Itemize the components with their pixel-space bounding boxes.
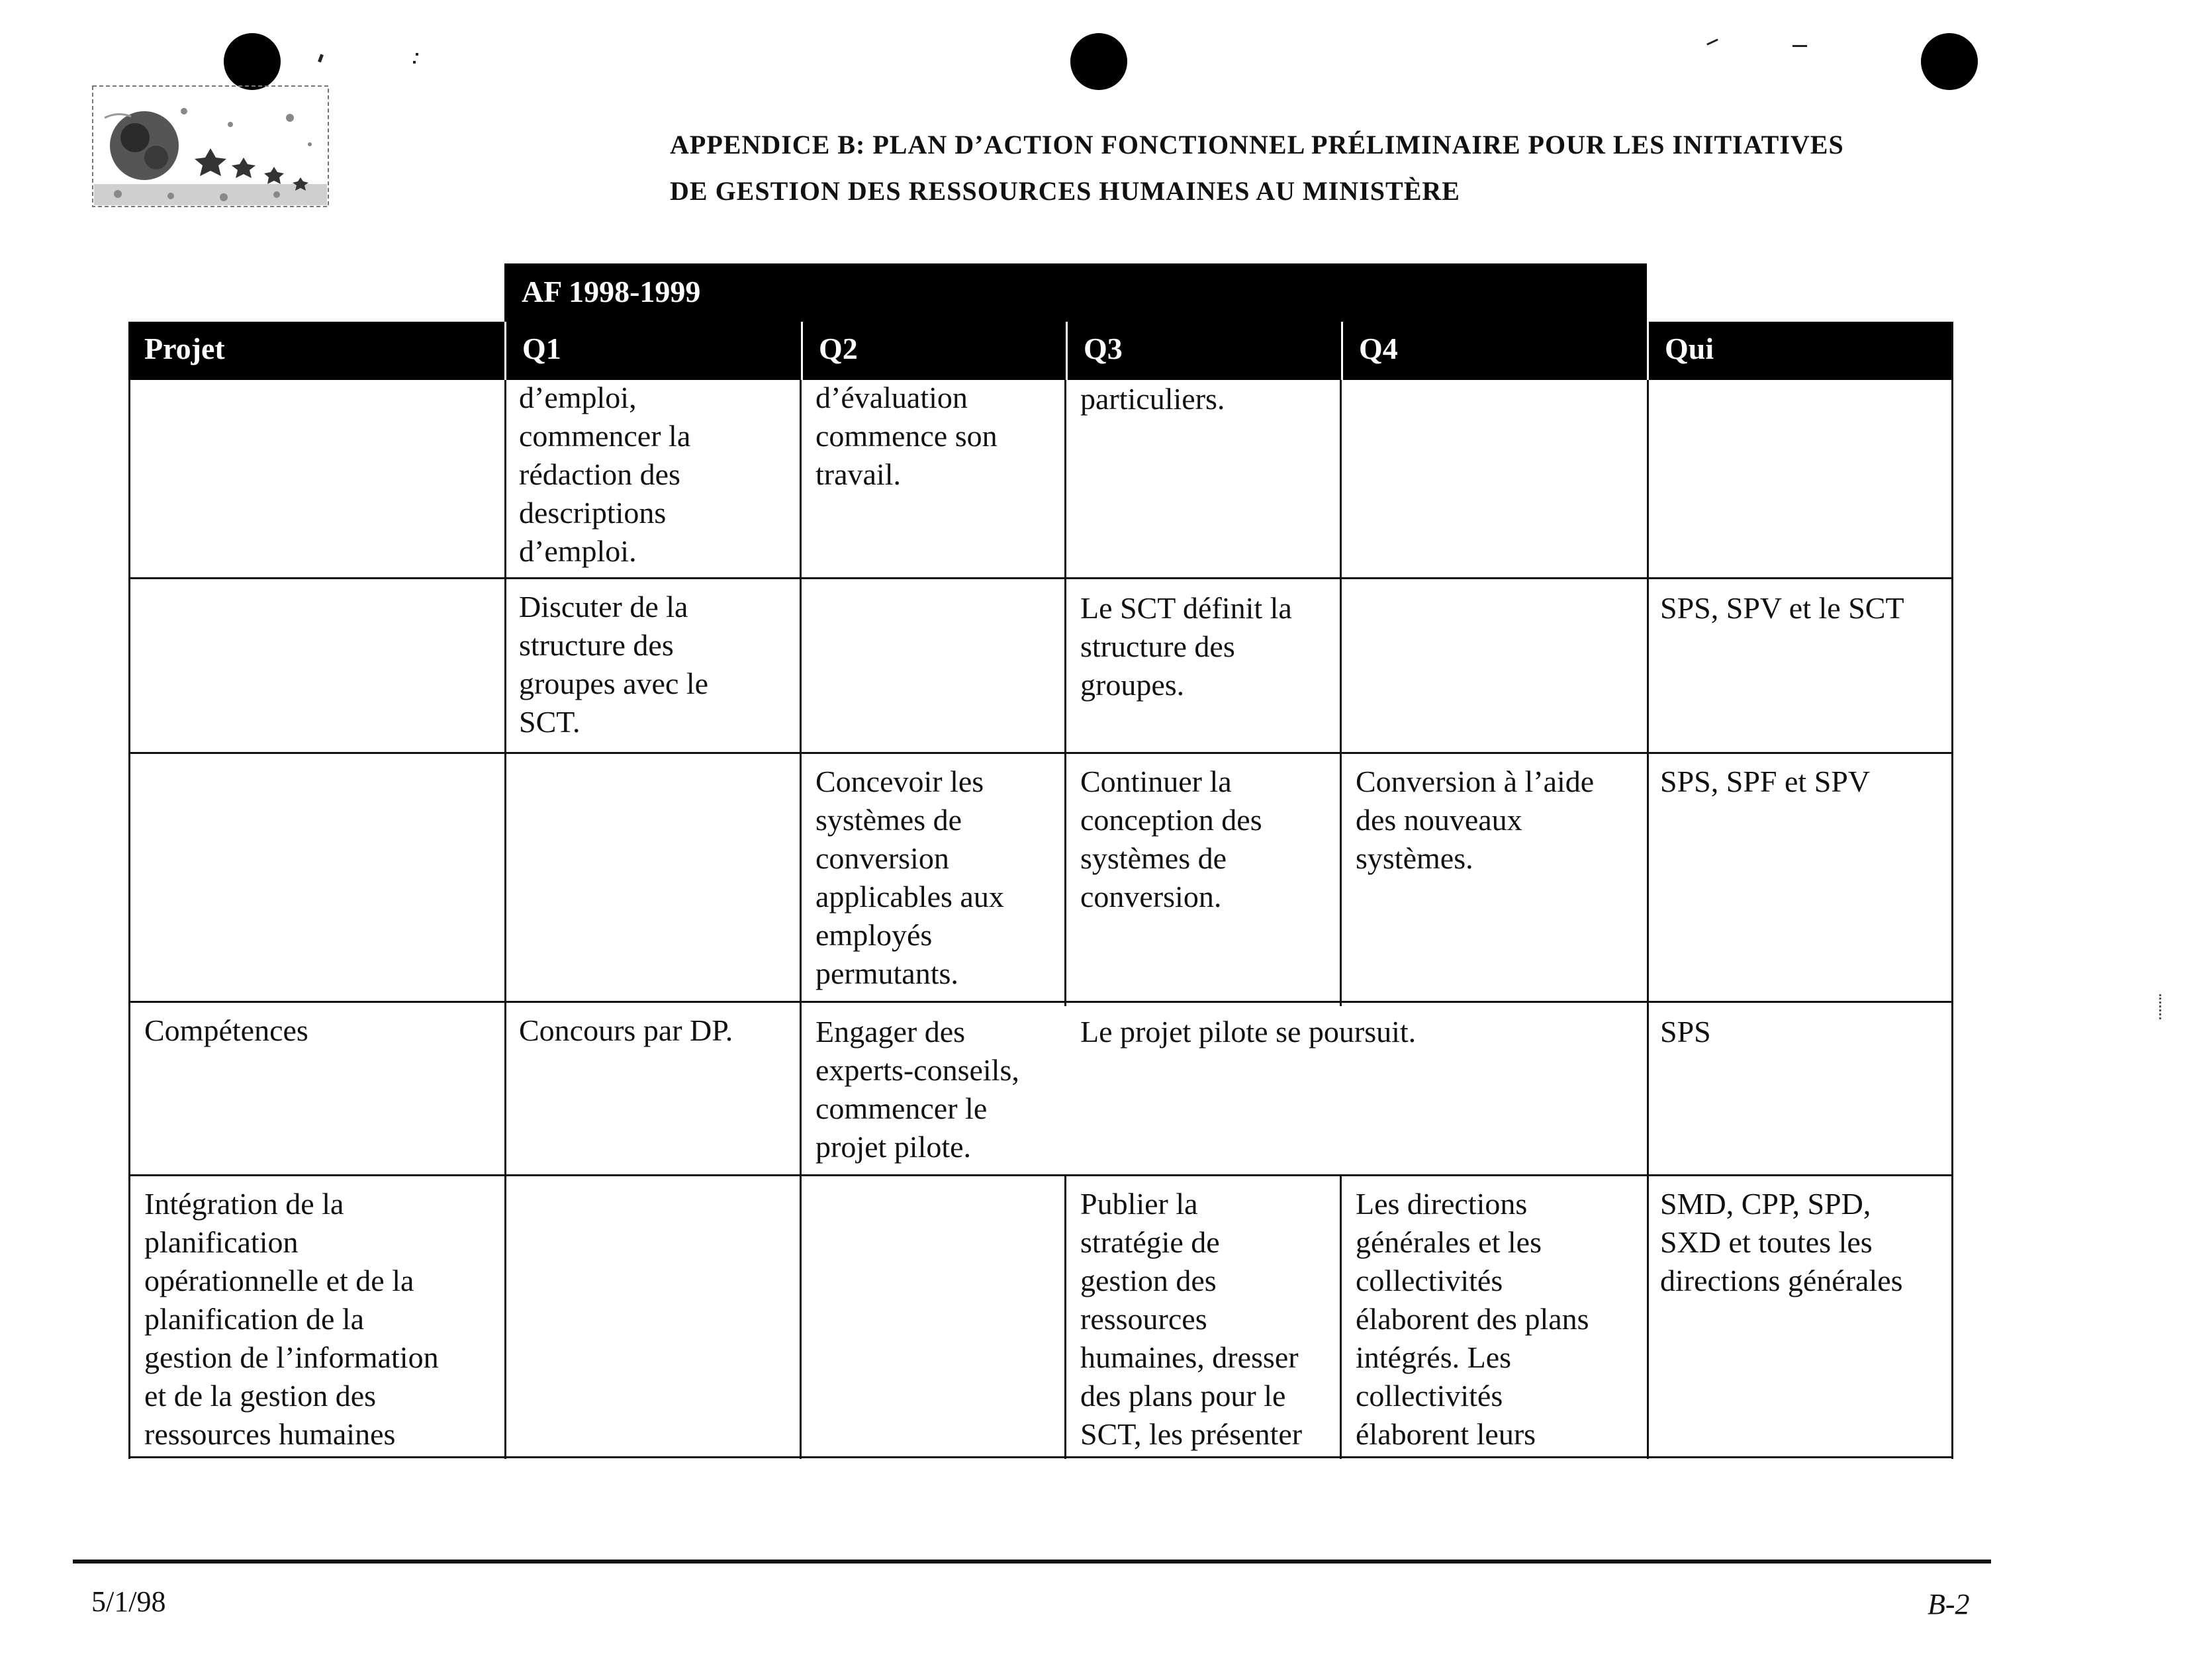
table-border-right (1951, 322, 1953, 1459)
column-divider (1340, 1176, 1342, 1459)
column-header-qui: Qui (1647, 322, 1953, 380)
fiscal-year-label: AF 1998-1999 (522, 275, 701, 308)
cell-r3-qui: SPS, SPF et SPV (1660, 765, 1871, 798)
cell-r2-q3: Le SCT définit la structure des groupes. (1080, 591, 1292, 702)
cell-r5-qui: SMD, CPP, SPD, SXD et toutes les directions générales (1660, 1187, 1903, 1297)
column-header-q4: Q4 (1341, 322, 1647, 380)
cell-r1-q1: d’emploi, commencer la rédaction des descriptions d’emploi. (519, 381, 691, 568)
cell-r4-q2: Engager des experts-conseils, commencer le projet pilote. (815, 1015, 1019, 1164)
title-line-2: DE GESTION DES RESSOURCES HUMAINES AU MINISTÈRE (670, 176, 1460, 206)
punch-hole-middle (1070, 33, 1127, 90)
scan-speck (416, 53, 418, 56)
row-divider (128, 577, 1953, 579)
globe-logo (91, 85, 330, 208)
cell-r2-q1: Discuter de la structure des groupes avec le SCT. (519, 590, 709, 739)
cell-r2-qui: SPS, SPV et le SCT (1660, 591, 1904, 625)
cell-r4-projet: Compétences (144, 1013, 308, 1047)
scan-speck (1706, 38, 1718, 45)
column-header-q2: Q2 (801, 322, 1066, 380)
cell-r4-q1: Concours par DP. (519, 1013, 733, 1047)
title-line-1: APPENDICE B: PLAN D’ACTION FONCTIONNEL PRÉLIMINAIRE POUR LES INITIATIVES (670, 130, 1844, 160)
cell-r1-q3: particuliers. (1080, 382, 1225, 416)
cell-r5-q3: Publier la stratégie de gestion des ressources humaines, dresser des plans pour le SCT, les présenter (1080, 1187, 1303, 1451)
column-divider (1647, 380, 1649, 1459)
cell-r5-projet: Intégration de la planification opérationnelle et de la planification de la gestion de l’information et de la gestion des ressources humaines (144, 1187, 439, 1451)
column-divider (800, 380, 802, 1459)
punch-hole-left (224, 33, 281, 90)
row-divider (128, 752, 1953, 754)
scan-margin-mark (2159, 994, 2163, 1019)
scan-speck (318, 54, 324, 63)
column-divider (1064, 1176, 1066, 1459)
column-header-q1: Q1 (504, 322, 801, 380)
column-header-projet: Projet (128, 322, 504, 380)
page-title (670, 122, 2047, 214)
row-divider (128, 1001, 1953, 1003)
column-divider (1340, 380, 1342, 1006)
cell-r3-q4: Conversion à l’aide des nouveaux systèmes. (1356, 765, 1595, 875)
row-divider (128, 1174, 1953, 1176)
cell-r3-q3: Continuer la conception des systèmes de conversion. (1080, 765, 1262, 913)
footer-rule (73, 1560, 1991, 1563)
fiscal-year-band (504, 263, 1647, 322)
table-border-left (128, 380, 130, 1459)
cell-r5-q4: Les directions générales et les collectivités élaborent des plans intégrés. Les collectivités élaborent leurs (1356, 1187, 1589, 1451)
cell-r1-q2: d’évaluation commence son travail. (815, 381, 998, 491)
footer-page-number: B-2 (1928, 1588, 1970, 1620)
punch-hole-right (1921, 33, 1978, 90)
column-divider (504, 380, 506, 1459)
footer-date: 5/1/98 (91, 1585, 166, 1618)
column-divider (1064, 380, 1066, 1006)
cell-r4-qui: SPS (1660, 1015, 1711, 1049)
column-header-q3: Q3 (1066, 322, 1341, 380)
table-border-bottom (128, 1456, 1953, 1458)
scan-speck (1792, 45, 1807, 47)
cell-r4-q3-q4: Le projet pilote se poursuit. (1080, 1015, 1417, 1049)
scan-speck (413, 61, 416, 64)
cell-r3-q2: Concevoir les systèmes de conversion applicables aux employés permutants. (815, 765, 1004, 990)
